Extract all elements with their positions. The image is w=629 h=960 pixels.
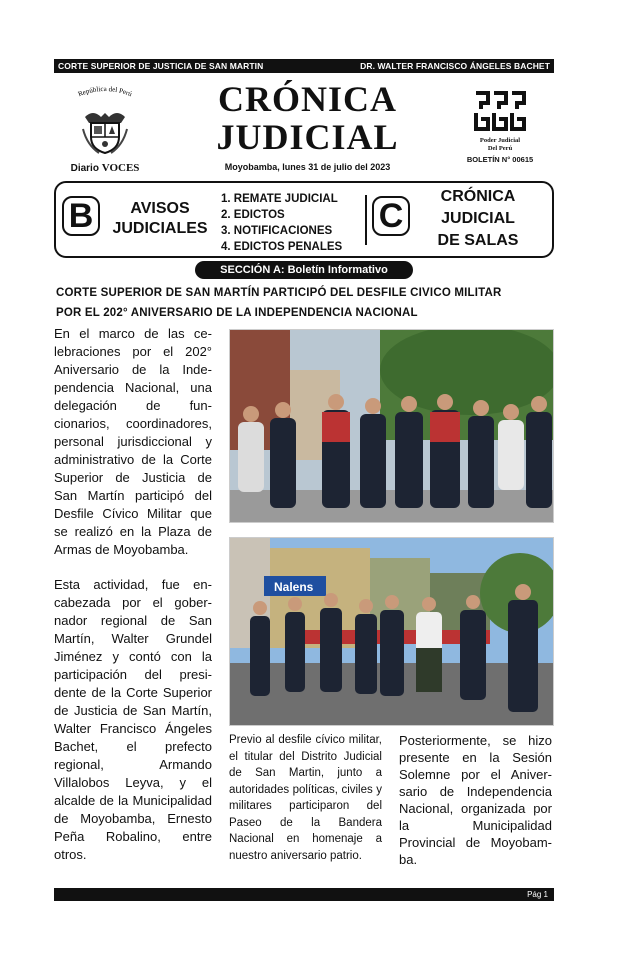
list-item: 2. EDICTOS [221, 209, 285, 221]
avisos-line1: AVISOS [130, 200, 190, 217]
article-paragraph-2: Esta actividad, fue encabezada por el gobernador regional de San Martín, Walter Grundel Jiménez y contó con la participación del presidente de la Corte Superior de Justicia de San Martín, Walter Francisco Ángeles Bachet, el prefecto regional, Armando Villalobos Leyva, y el alcalde de la Municipalidad de Moyobamba, Ernesto Peña Robalino, entre otros. [54, 577, 212, 862]
photo-parade [229, 537, 554, 726]
cronica-line2: JUDICIAL [441, 210, 515, 227]
header-president-name: DR. WALTER FRANCISCO ÁNGELES BACHET [360, 61, 550, 71]
poder-judicial-line2: Del Perú [487, 145, 513, 152]
photo-delegation [229, 329, 554, 523]
article-headline [56, 283, 556, 323]
footer-bar [54, 888, 554, 901]
page-number: Pág 1 [527, 890, 548, 899]
section-label: SECCIÓN A: Boletín Informativo [195, 261, 413, 279]
seal-name-prefix: Diario [70, 163, 102, 174]
list-item: 3. NOTIFICACIONES [221, 225, 333, 237]
article-left-column [54, 325, 212, 881]
masthead-title [190, 80, 425, 156]
headline-line1: CORTE SUPERIOR DE SAN MARTÍN PARTICIPÓ DEL DESFILE CIVICO MILITAR [56, 287, 502, 299]
masthead-line1: CRÓNICA [217, 79, 397, 119]
seal-arc-text [60, 84, 150, 104]
poder-judicial-logo [465, 90, 535, 164]
divider [365, 195, 367, 245]
letter-b-badge: B [62, 196, 100, 236]
article-paragraph-1: En el marco de las celebraciones por el 202° Aniversario de la Independencia Nacional, una delegación de funcionarios, coordinadores, personal jurisdiccional y administrativo de la Corte Superior de Justicia de San Martín participó del Desfile Cívico Militar que se realizó en la Plaza de Armas de Moyobamba. [54, 326, 212, 557]
diario-voces-logo [60, 84, 150, 176]
poder-judicial-line1: Poder Judicial [479, 137, 521, 144]
list-item: 1. REMATE JUDICIAL [221, 193, 338, 205]
cronica-line1: CRÓNICA [440, 188, 516, 205]
header-bar [54, 59, 554, 73]
cronica-salas-title [428, 186, 528, 252]
storefront-sign: Nalens [274, 580, 314, 594]
notice-types-list [221, 191, 342, 255]
header-court-name: CORTE SUPERIOR DE JUSTICIA DE SAN MARTIN [58, 61, 264, 71]
list-item: 4. EDICTOS PENALES [221, 241, 343, 253]
dateline: Moyobamba, lunes 31 de julio del 2023 [224, 162, 391, 172]
avisos-judiciales-title [105, 199, 215, 239]
poder-judicial-emblem-icon [473, 90, 527, 132]
avisos-line2: JUDICIALES [112, 220, 208, 237]
letter-c-badge: C [372, 196, 410, 236]
cronica-line3: DE SALAS [437, 232, 519, 249]
caption-sesion-solemne: Posteriormente, se hizo presente en la Sesión Solemne por el Aniversario de Independencia Nacional, organizada por la Municipalidad Provincial de Moyobamba. [399, 733, 552, 867]
headline-line2: POR EL 202° ANIVERSARIO DE LA INDEPENDENCIA NACIONAL [56, 307, 418, 319]
seal-name-bold: VOCES [101, 162, 140, 174]
coat-of-arms-icon [81, 109, 129, 155]
masthead-line2: JUDICIAL [216, 117, 399, 157]
bulletin-number: BOLETÍN N° 00615 [466, 155, 534, 164]
svg-text:República del Perú: República del Perú [76, 84, 134, 99]
caption-paseo-bandera: Previo al desfile cívico militar, el titular del Distrito Judicial de San Martin, junto a autoridades políticas, civiles y militares participaron del Paseo de la Bandera Nacional en homenaje a nuestro aniversario patrio. [229, 734, 382, 862]
